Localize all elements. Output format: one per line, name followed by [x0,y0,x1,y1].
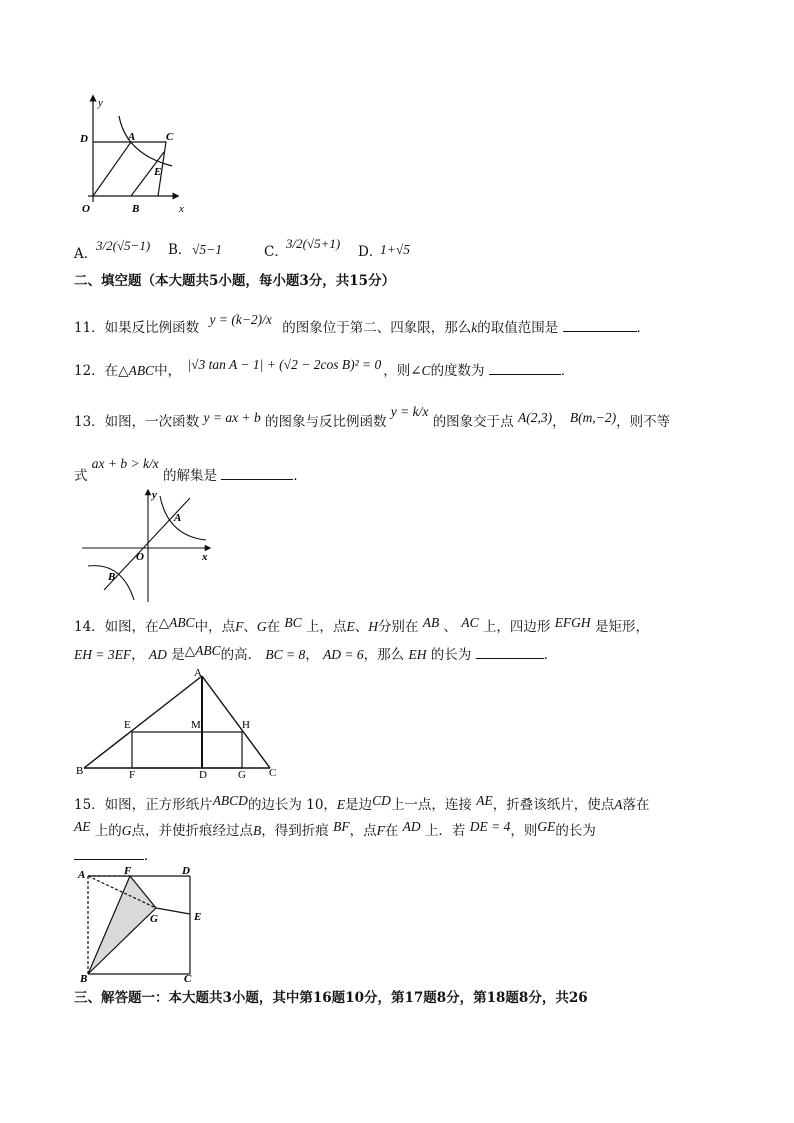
question-15-line-2 [74,821,596,841]
q14-segment-ac: AC [461,615,479,630]
q14-answer-blank[interactable] [476,658,544,659]
q14-text-1: 14．如图，在 [74,619,159,635]
q15-text-12: 上．若 [424,823,466,839]
q12-text-3: ，则 [383,363,411,379]
q11-answer-blank[interactable] [563,331,637,332]
q15-text-14: 的长为 [555,823,596,839]
q14-text-6: 上，四边形 [482,619,551,635]
question-11 [74,312,651,338]
q11-text-1: 11．如果反比例函数 [74,320,200,336]
q15-end: ． [144,848,158,864]
q13-text-2: 的图象与反比例函数 [265,414,387,430]
q14-text-7: 是矩形， [594,619,649,635]
question-15-line-1 [74,795,649,815]
option-c-value: 3/2(√5+1) [286,236,341,251]
q14-text-11: ，那么 [363,647,405,663]
q14-text-4: 上，点 [305,619,347,635]
label-E: E [124,719,131,731]
label-F: F [129,769,136,780]
label-D: D [199,769,207,780]
question-12 [74,357,575,381]
label-E: E [154,166,162,178]
label-B: B [80,973,88,984]
option-b-label: B． [168,242,192,258]
q11-var-k: k [471,320,478,335]
q14-figure [74,666,284,780]
q14-sep-3: 、 [443,619,458,635]
label-B: B [132,203,140,214]
q15-point-a: A [614,797,623,812]
option-c-label: C． [264,244,288,260]
q12-text-4: 的度数为 [430,363,485,379]
q13-figure [78,488,218,604]
label-G: G [238,769,246,780]
q13-linear-function: y = ax + b [203,410,261,425]
q15-point-b: B [253,823,262,838]
q15-text-3: 是边 [345,797,373,813]
q14-text-5: 分别在 [377,619,419,635]
q14-segment-ad: AD [148,647,167,662]
question-15-line-3 [74,846,158,866]
q15-segment-cd: CD [372,793,391,808]
q15-text-5: ，折叠该纸片，使点 [492,797,615,813]
segment-ge [156,908,190,914]
label-x: x [179,203,184,214]
q13-text-5: 式 [74,468,88,484]
q11-formula: y = (k−2)/x [209,312,272,327]
question-13-line-2 [74,456,307,486]
q15-point-g: G [121,823,132,838]
q14-segment-ab: AB [422,615,440,630]
label-C: C [269,767,277,779]
hyperbola-first-quadrant [160,496,206,540]
q13-end: ． [293,468,307,484]
label-A: A [128,131,136,143]
q12-triangle: △ABC [118,363,155,378]
q15-point-e: E [336,797,346,812]
q14-text-9: 是 [171,647,185,663]
option-d-value: 1+√5 [380,242,411,257]
q14-text-12: 的长为 [430,647,472,663]
q14-ad-value: AD = 6 [323,647,364,662]
q13-text-4: ，则不等 [616,414,671,430]
q13-point-b: B(m,−2) [569,410,617,425]
q12-answer-blank[interactable] [489,374,561,375]
q13-text-6: 的解集是 [163,468,218,484]
option-d-label: D． [358,244,383,260]
label-C: C [166,131,174,143]
q14-text-8: ， [131,647,145,663]
q15-square: ABCD [212,793,248,808]
q13-answer-blank[interactable] [221,479,293,480]
q12-formula: |√3 tan A − 1| + (√2 − 2cos B)² = 0 [187,357,382,372]
q14-point-f: F [235,619,244,634]
label-A: A [78,869,86,881]
q12-angle: ∠C [410,363,431,378]
q14-point-g: G [256,619,267,634]
q14-triangle: △ABC [158,615,195,630]
question-14-line-2 [74,645,557,665]
q12-text-1: 12．在 [74,363,119,379]
option-b-value: √5−1 [192,242,223,257]
q12-end: ． [560,363,575,379]
rectangle-efgh [132,732,242,768]
q13-point-a: A(2,3) [517,410,553,425]
q14-point-e: E [346,619,355,634]
q14-comma-2: ， [305,647,319,663]
question-13-line-1 [74,404,671,432]
label-D: D [80,133,88,145]
side-ac [202,676,270,768]
label-C: C [184,973,192,984]
label-A: A [174,512,182,524]
q15-text-6: 落在 [622,797,650,813]
label-D: D [182,865,190,877]
q14-text-3: 在 [266,619,281,635]
q15-answer-blank[interactable] [74,859,144,860]
q15-text-1: 15．如图，正方形纸片 [74,797,213,813]
option-a-label: A． [74,246,98,262]
q14-eh-relation: EH = 3EF [74,647,132,662]
q15-segment-bf: BF [333,819,350,834]
section-3-title: 三、解答题一：本大题共3小题，其中第16题10分，第17题8分，第18题8分，共26 [74,990,588,1006]
q14-sep-1: 、 [243,619,257,635]
label-y: y [98,97,103,109]
label-G: G [150,913,158,925]
q14-end: ． [543,647,558,663]
q15-text-8: 点，并使折痕经过点 [131,823,254,839]
q13-inequality: ax + b > k/x [91,456,159,471]
q10-figure [74,92,194,214]
q15-text-10: ，点 [349,823,377,839]
q15-text-2: 的边长为 10， [247,797,337,813]
q15-segment-ge: GE [537,819,556,834]
q15-segment-ae: AE [476,793,493,808]
label-F: F [124,865,132,877]
q13-text-3: 的图象交于点 [432,414,514,430]
label-M: M [191,719,201,731]
q14-text-2: 中，点 [194,619,236,635]
label-H: H [242,719,250,731]
q14-sep-2: 、 [354,619,369,635]
q15-text-13: ，则 [510,823,538,839]
q15-text-9: ，得到折痕 [261,823,329,839]
parallelogram-oa [93,142,131,196]
q15-text-7: 上的 [94,823,122,839]
label-O: O [82,203,90,214]
q14-text-10: 的高． [220,647,262,663]
q12-text-2: 中， [154,363,182,379]
q11-text-2: 的图象位于第二、四象限，那么 [282,320,472,336]
section-2-title: 二、填空题（本大题共5小题，每小题3分，共15分） [74,273,396,289]
question-14-line-1 [74,617,649,637]
q14-bc-value: BC = 8 [265,647,306,662]
q14-segment-bc: BC [284,615,302,630]
q15-text-11: 在 [384,823,399,839]
q14-rect-efgh: EFGH [554,615,591,630]
q14-triangle-2: △ABC [184,643,221,658]
q15-segment-ae-2: AE [74,819,91,834]
label-y: y [152,489,157,501]
q15-de-value: DE = 4 [469,819,511,834]
q13-text-1: 13．如图，一次函数 [74,414,200,430]
label-B: B [76,765,84,777]
q15-segment-ad: AD [402,819,421,834]
q13-inverse-function: y = k/x [390,404,429,419]
q11-end: ． [636,320,651,336]
label-A: A [194,667,202,679]
label-O: O [136,551,144,563]
label-B: B [108,571,116,583]
q14-point-h: H [368,619,378,634]
q14-segment-eh: EH [408,647,427,662]
q15-figure [74,864,214,984]
label-E: E [194,911,202,923]
option-a-value: 3/2(√5−1) [96,238,151,253]
q15-point-f: F [376,823,385,838]
folded-triangle-bfg [88,876,156,974]
q15-text-4: 上一点，连接 [390,797,472,813]
q13-comma: ， [552,414,566,430]
label-x: x [202,551,208,563]
q11-text-3: 的取值范围是 [477,320,559,336]
side-ab [84,676,202,768]
